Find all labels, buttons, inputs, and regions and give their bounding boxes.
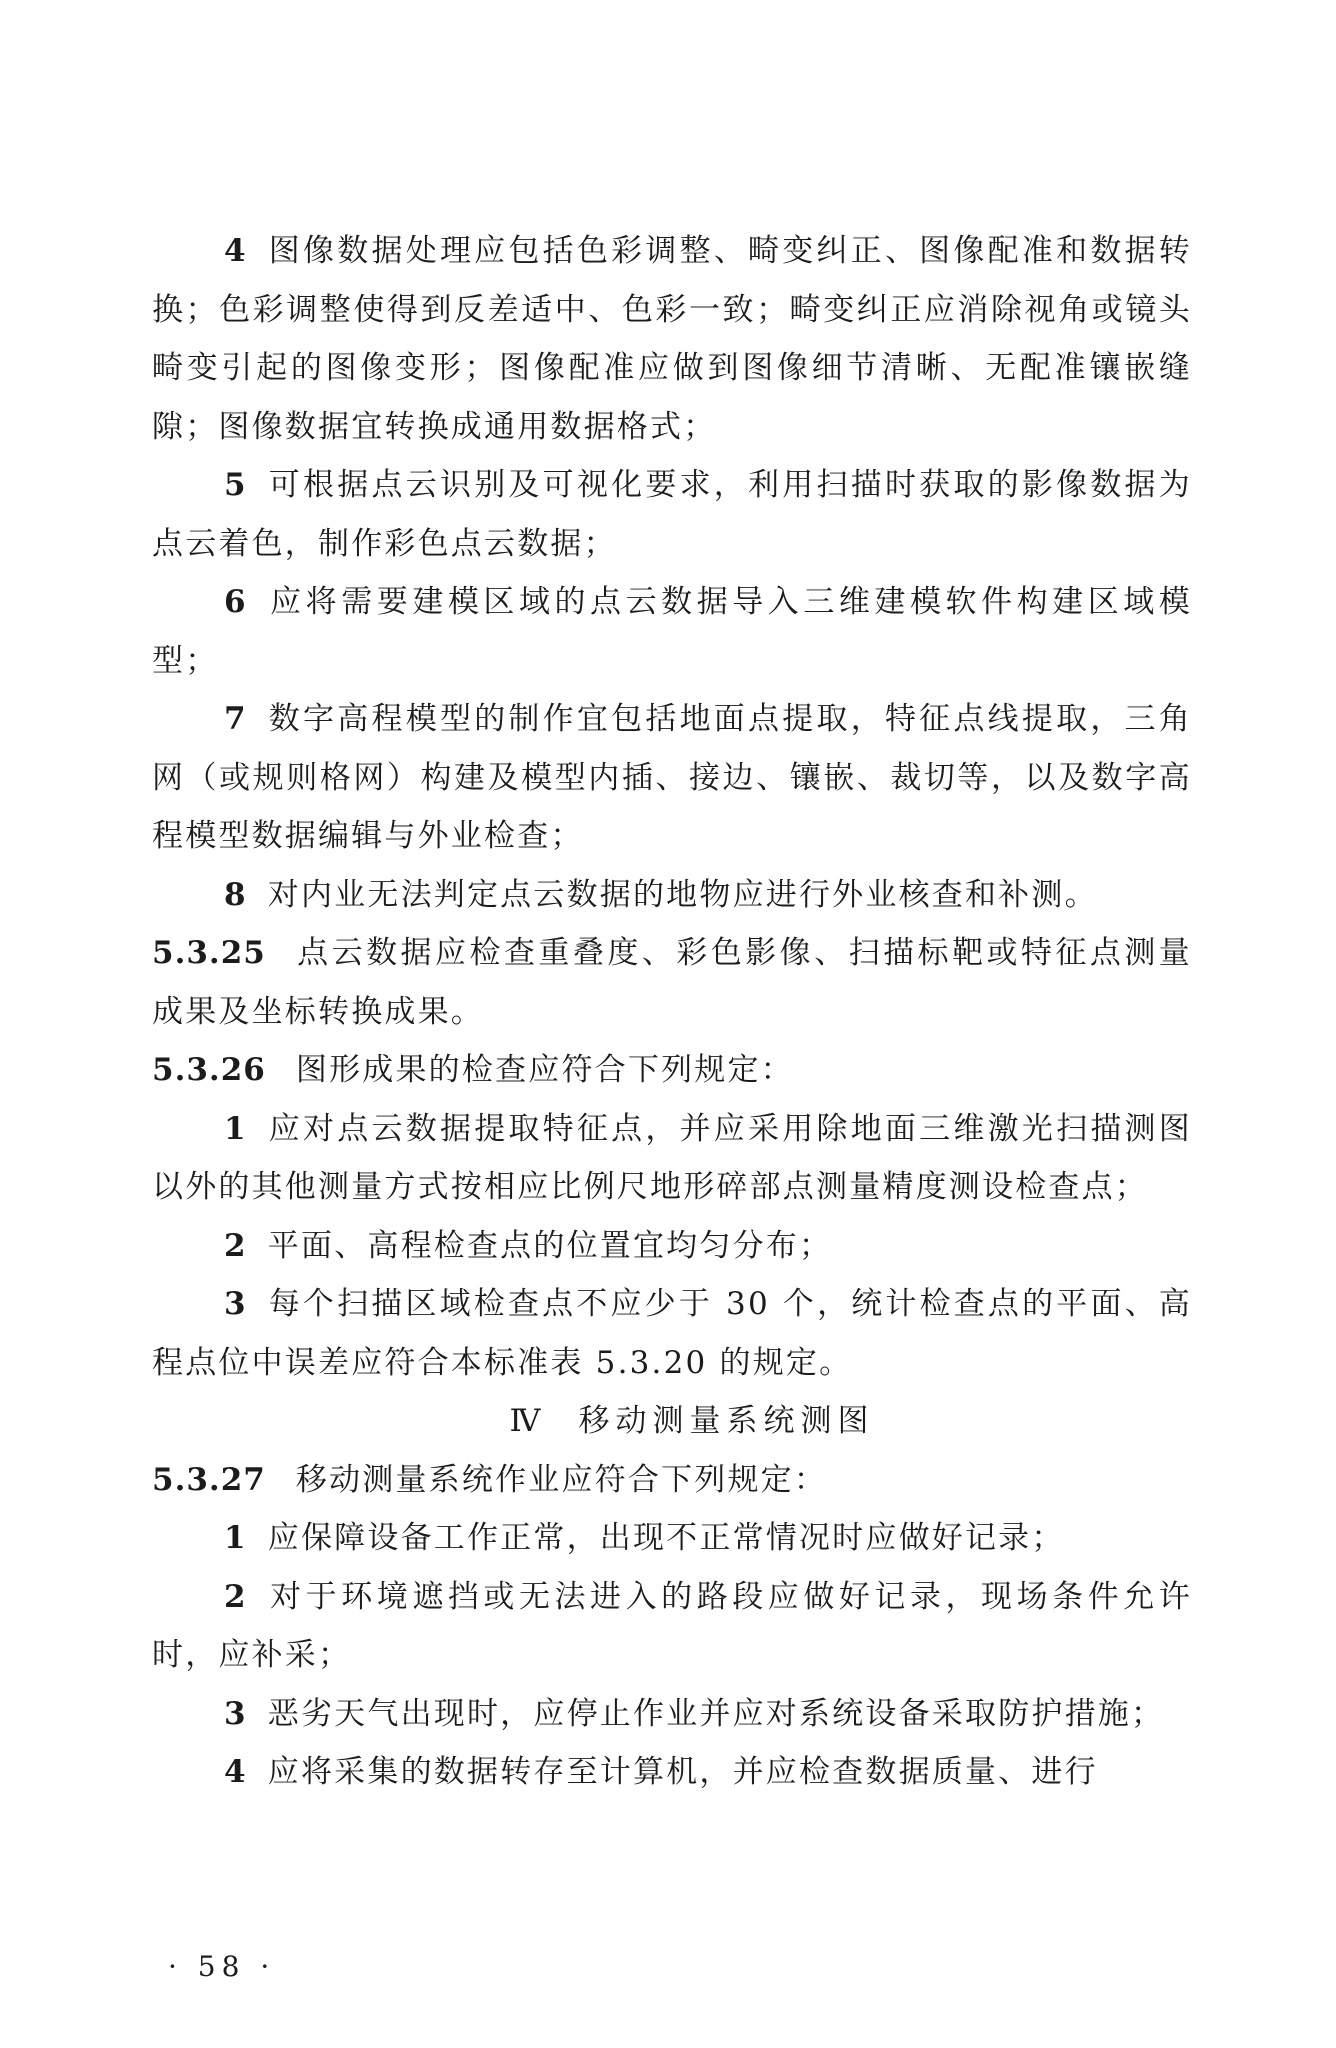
clause-text: 移动测量系统作业应符合下列规定： — [295, 1461, 828, 1498]
item-number: 4 — [224, 233, 248, 269]
item-number: 2 — [224, 1227, 248, 1264]
clause-5-3-27-item-1 — [152, 1509, 1192, 1568]
item-text: 每个扫描区域检查点不应少于 30 个，统计检查点的平面、高程点位中误差应符合本标准表 5.3.20 的规定。 — [152, 1286, 1192, 1381]
section-roman-numeral: Ⅳ — [509, 1403, 541, 1439]
clause-text: 图形成果的检查应符合下列规定： — [295, 1052, 794, 1088]
clause-5-3-27-item-3 — [152, 1685, 1192, 1744]
item-text: 应将采集的数据转存至计算机，并应检查数据质量、进行 — [267, 1754, 1098, 1790]
item-text: 应对点云数据提取特征点，并应采用除地面三维激光扫描测图以外的其他测量方式按相应比例尺地形碎部点测量精度测设检查点； — [152, 1110, 1192, 1205]
clause-5-3-27-item-4 — [152, 1743, 1192, 1802]
item-text: 可根据点云识别及可视化要求，利用扫描时获取的影像数据为点云着色，制作彩色点云数据； — [152, 467, 1192, 562]
item-number: 6 — [224, 584, 248, 620]
list-item-4 — [152, 222, 1192, 456]
item-text: 恶劣天气出现时，应停止作业并应对系统设备采取防护措施； — [267, 1695, 1165, 1732]
clause-5-3-26 — [152, 1041, 1192, 1100]
page-body — [152, 222, 1192, 1802]
item-text: 应保障设备工作正常，出现不正常情况时应做好记录； — [267, 1520, 1065, 1556]
item-number: 8 — [224, 876, 248, 913]
list-item-6 — [152, 573, 1192, 690]
clause-number: 5.3.26 — [152, 1052, 266, 1088]
clause-5-3-27 — [152, 1451, 1192, 1510]
section-title-text: 移动测量系统测图 — [578, 1403, 875, 1439]
item-number: 3 — [224, 1695, 248, 1732]
item-text: 图像数据处理应包括色彩调整、畸变纠正、图像配准和数据转换；色彩调整使得到反差适中、色彩一致；畸变纠正应消除视角或镜头畸变引起的图像变形；图像配准应做到图像细节清晰、无配准镶嵌缝隙；图像数据宜转换成通用数据格式； — [152, 233, 1192, 445]
clause-5-3-26-item-1 — [152, 1100, 1192, 1217]
clause-5-3-25 — [152, 924, 1192, 1041]
item-text: 对内业无法判定点云数据的地物应进行外业核查和补测。 — [267, 876, 1098, 913]
clause-number: 5.3.27 — [152, 1461, 266, 1498]
clause-5-3-26-item-3 — [152, 1275, 1192, 1392]
item-text: 平面、高程检查点的位置宜均匀分布； — [267, 1227, 833, 1264]
list-item-7 — [152, 690, 1192, 866]
item-number: 3 — [224, 1286, 248, 1322]
clause-5-3-26-item-2 — [152, 1217, 1192, 1276]
list-item-8 — [152, 866, 1192, 925]
section-heading — [152, 1392, 1192, 1451]
item-number: 1 — [224, 1520, 248, 1556]
page-number: · 58 · — [168, 1950, 276, 1983]
item-number: 2 — [224, 1578, 248, 1615]
item-number: 5 — [224, 467, 248, 503]
item-number: 7 — [224, 701, 248, 737]
clause-5-3-27-item-2 — [152, 1568, 1192, 1685]
item-number: 1 — [224, 1110, 248, 1147]
list-item-5 — [152, 456, 1192, 573]
item-text: 对于环境遮挡或无法进入的路段应做好记录，现场条件允许时，应补采； — [152, 1578, 1192, 1673]
clause-number: 5.3.25 — [152, 935, 266, 971]
clause-text: 点云数据应检查重叠度、彩色影像、扫描标靶或特征点测量成果及坐标转换成果。 — [152, 935, 1192, 1030]
item-text: 应将需要建模区域的点云数据导入三维建模软件构建区域模型； — [152, 584, 1192, 679]
item-text: 数字高程模型的制作宜包括地面点提取，特征点线提取，三角网（或规则格网）构建及模型内插、接边、镶嵌、裁切等，以及数字高程模型数据编辑与外业检查； — [152, 701, 1192, 854]
item-number: 4 — [224, 1754, 248, 1790]
